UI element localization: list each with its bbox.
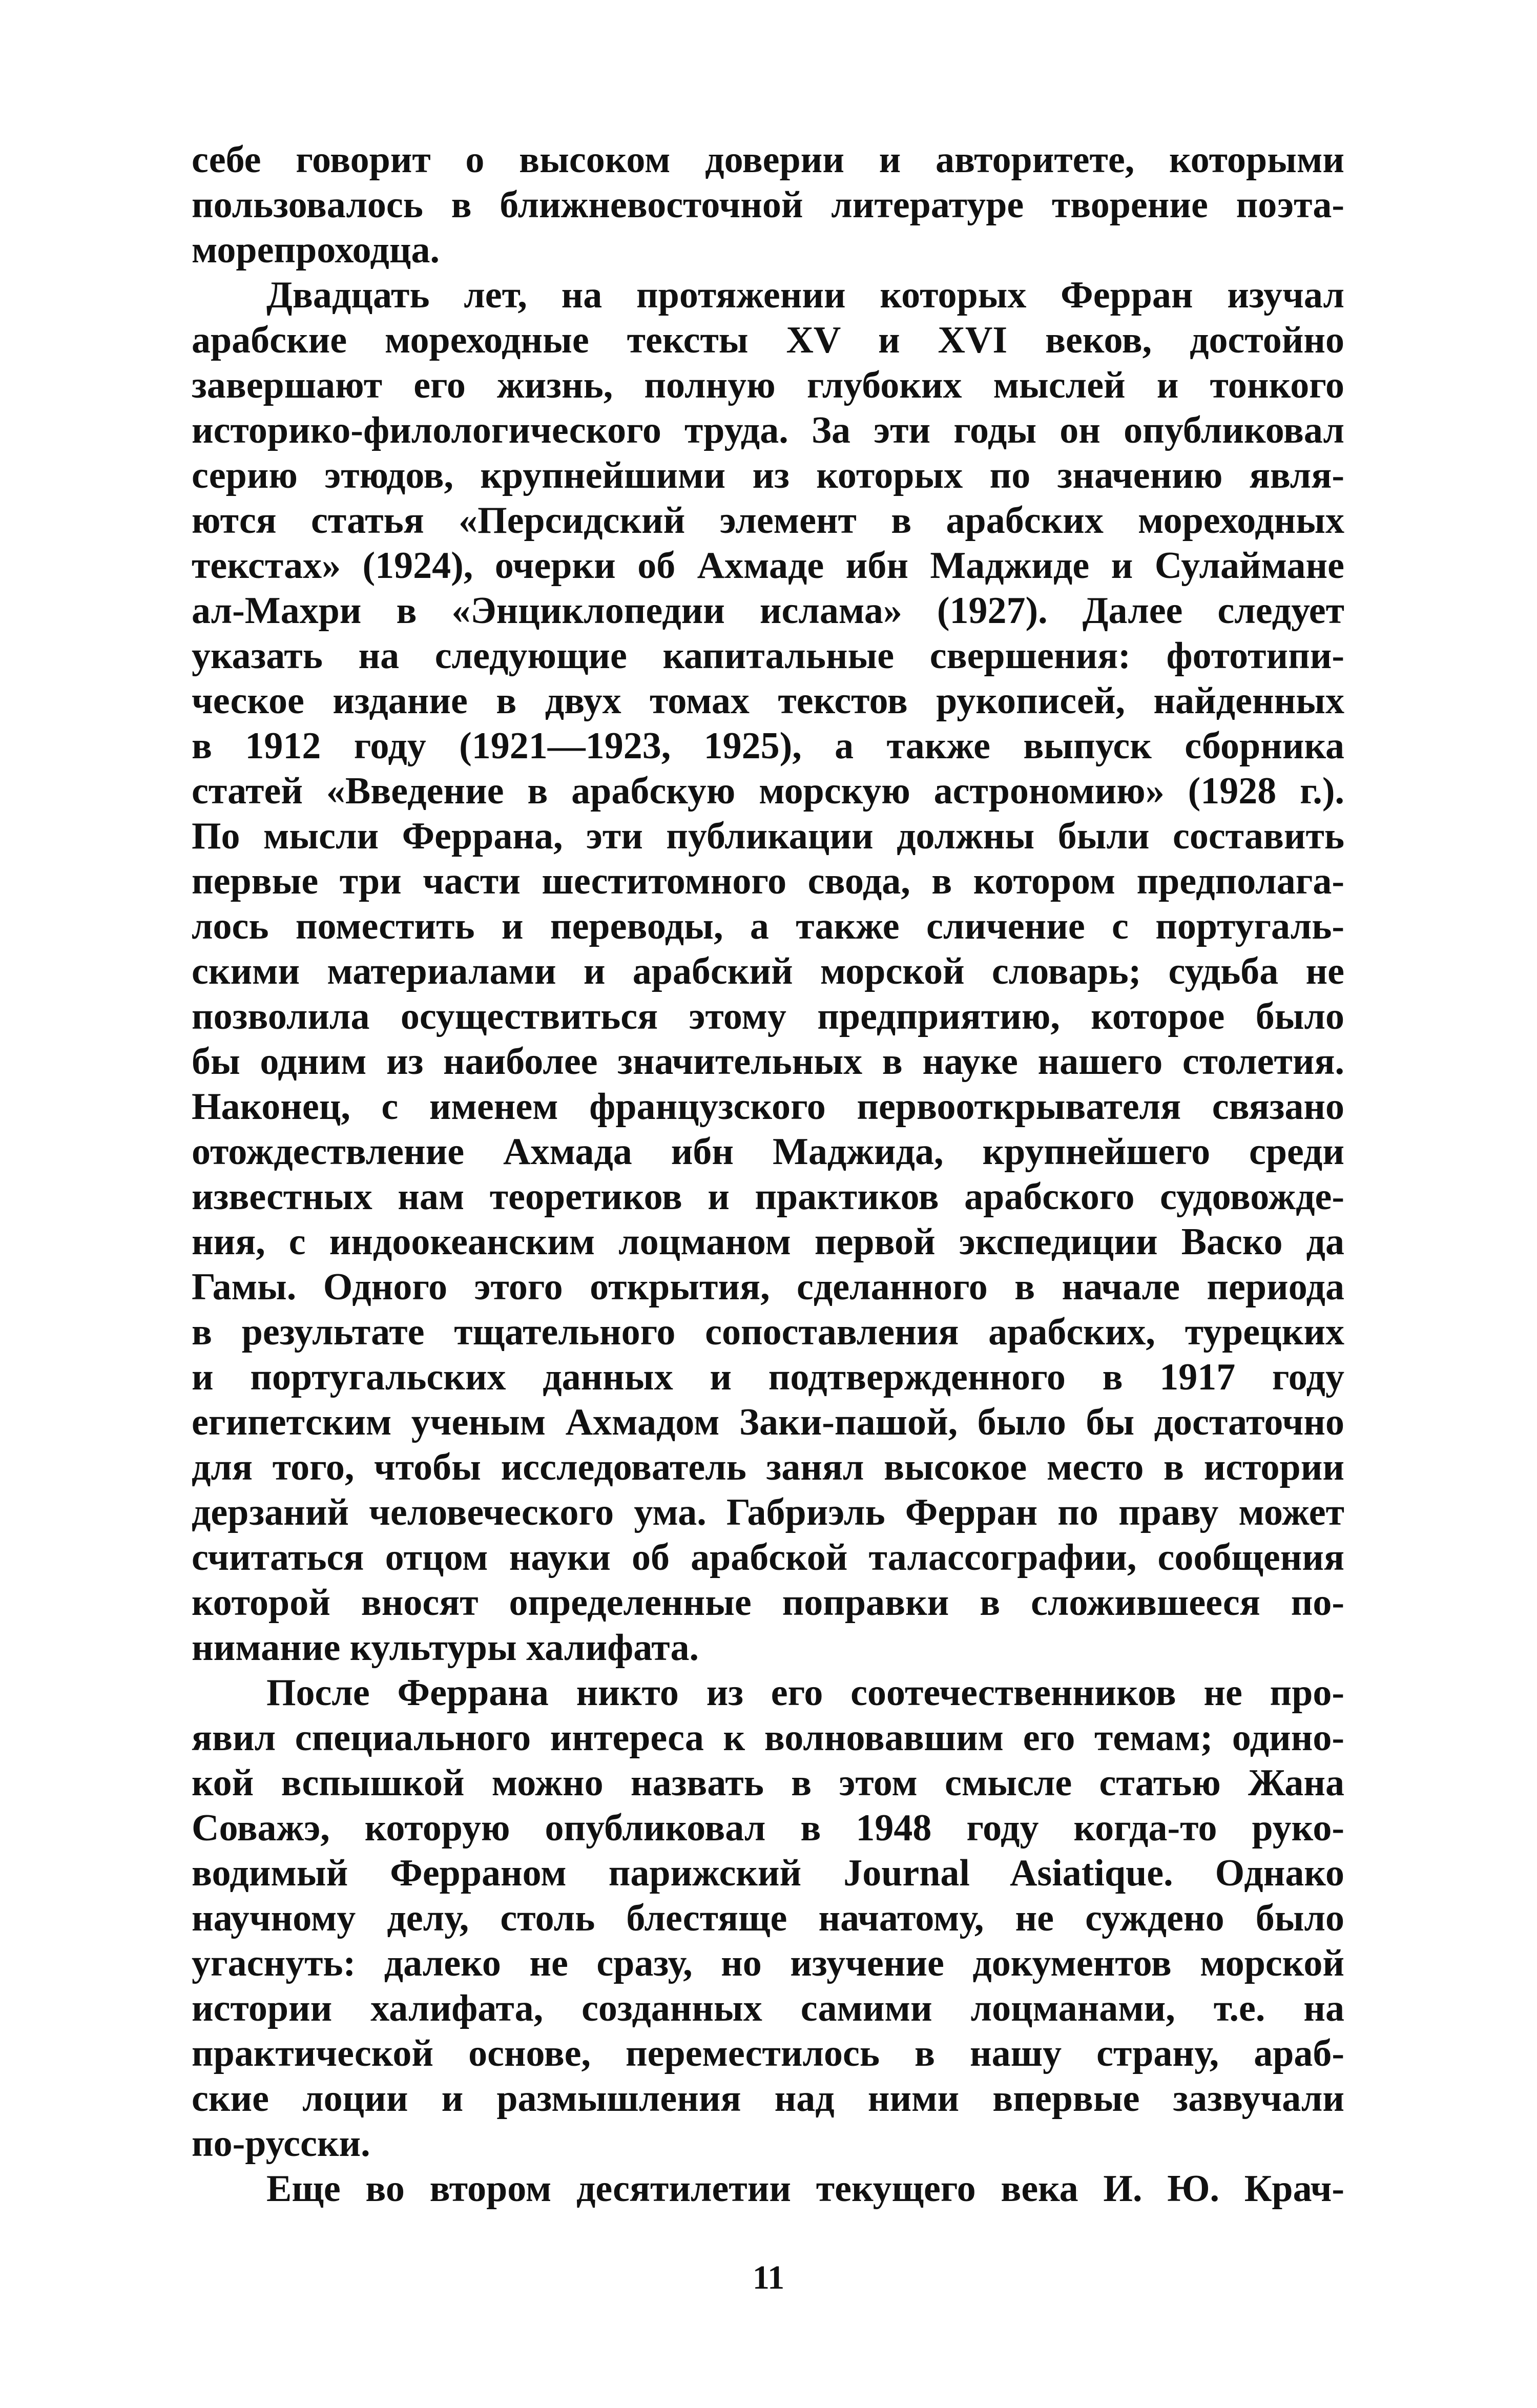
paragraph <box>192 1670 1344 2166</box>
body-text <box>192 137 1344 2211</box>
text-line: арабские мореходные тексты XV и XVI веков, достойно <box>192 319 1344 361</box>
text-line: ются статья «Персидский элемент в арабских мореходных <box>192 500 1344 542</box>
text-line: египетским ученым Ахмадом Заки-пашой, было бы достаточно <box>192 1401 1344 1443</box>
text-line: угаснуть: далеко не сразу, но изучение документов морской <box>192 1942 1344 1984</box>
text-line: ал-Махри в «Энциклопедии ислама» (1927). Далее следует <box>192 590 1344 632</box>
text-line: Двадцать лет, на протяжении которых Ферран изучал <box>266 274 1344 316</box>
text-line: для того, чтобы исследователь занял высокое место в истории <box>192 1446 1344 1488</box>
text-line: и португальских данных и подтвержденного в 1917 году <box>192 1356 1344 1398</box>
text-line: После Феррана никто из его соотечественников не про- <box>266 1672 1344 1714</box>
text-line: ния, с индоокеанским лоцманом первой экспедиции Васко да <box>192 1221 1344 1263</box>
paragraph <box>192 137 1344 273</box>
text-line: статей «Введение в арабскую морскую астрономию» (1928 г.). <box>192 770 1344 812</box>
text-line: Гамы. Одного этого открытия, сделанного в начале периода <box>192 1266 1344 1308</box>
text-line: в 1912 году (1921—1923, 1925), а также выпуск сборника <box>192 725 1344 767</box>
text-line: водимый Ферраном парижский Journal Asiatique. Однако <box>192 1852 1344 1894</box>
text-line: кой вспышкой можно назвать в этом смысле статью Жана <box>192 1762 1344 1804</box>
text-line: практической основе, переместилось в нашу страну, араб- <box>192 2032 1344 2074</box>
text-line: морепроходца. <box>192 229 440 271</box>
text-line: позволила осуществиться этому предприятию, которое было <box>192 995 1344 1037</box>
text-line: бы одним из наиболее значительных в науке нашего столетия. <box>192 1041 1344 1083</box>
text-line: Соважэ, которую опубликовал в 1948 году когда-то руко- <box>192 1807 1344 1849</box>
paragraph <box>192 2166 1344 2211</box>
text-line: скими материалами и арабский морской словарь; судьба не <box>192 950 1344 992</box>
text-line: ские лоции и размышления над ними впервые зазвучали <box>192 2078 1344 2120</box>
text-line: По мысли Феррана, эти публикации должны были составить <box>192 815 1344 857</box>
text-line: себе говорит о высоком доверии и авторитете, которыми <box>192 139 1344 181</box>
text-line: первые три части шеститомного свода, в котором предполага- <box>192 860 1344 902</box>
text-line: завершают его жизнь, полную глубоких мыслей и тонкого <box>192 364 1344 406</box>
text-line: серию этюдов, крупнейшими из которых по значению явля- <box>192 454 1344 496</box>
text-line: научному делу, столь блестяще начатому, не суждено было <box>192 1897 1344 1939</box>
page-number: 11 <box>752 2259 785 2296</box>
text-line: дерзаний человеческого ума. Габриэль Ферран по праву может <box>192 1491 1344 1533</box>
text-line: указать на следующие капитальные свершения: фототипи- <box>192 635 1344 677</box>
text-line: ческое издание в двух томах текстов рукописей, найденных <box>192 680 1344 722</box>
text-line: отождествление Ахмада ибн Маджида, крупнейшего среди <box>192 1131 1344 1173</box>
paragraph <box>192 273 1344 1670</box>
text-line: истории халифата, созданных самими лоцманами, т.е. на <box>192 1987 1344 2029</box>
text-line: которой вносят определенные поправки в сложившееся по- <box>192 1582 1344 1624</box>
text-line: считаться отцом науки об арабской талассографии, сообщения <box>192 1537 1344 1579</box>
text-line: Наконец, с именем французского первооткрывателя связано <box>192 1086 1344 1128</box>
text-line: в результате тщательного сопоставления арабских, турецких <box>192 1311 1344 1353</box>
text-line: пользовалось в ближневосточной литературе творение поэта- <box>192 184 1344 226</box>
text-line: явил специального интереса к волновавшим его темам; одино- <box>192 1717 1344 1759</box>
text-line: по-русски. <box>192 2123 370 2165</box>
text-line: нимание культуры халифата. <box>192 1627 699 1669</box>
text-line: историко-филологического труда. За эти годы он опубликовал <box>192 409 1344 451</box>
text-line: текстах» (1924), очерки об Ахмаде ибн Маджиде и Сулаймане <box>192 545 1344 587</box>
text-line: лось поместить и переводы, а также сличение с португаль- <box>192 905 1344 947</box>
text-line: известных нам теоретиков и практиков арабского судовожде- <box>192 1176 1344 1218</box>
text-line: Еще во втором десятилетии текущего века И. Ю. Крач- <box>266 2168 1344 2210</box>
